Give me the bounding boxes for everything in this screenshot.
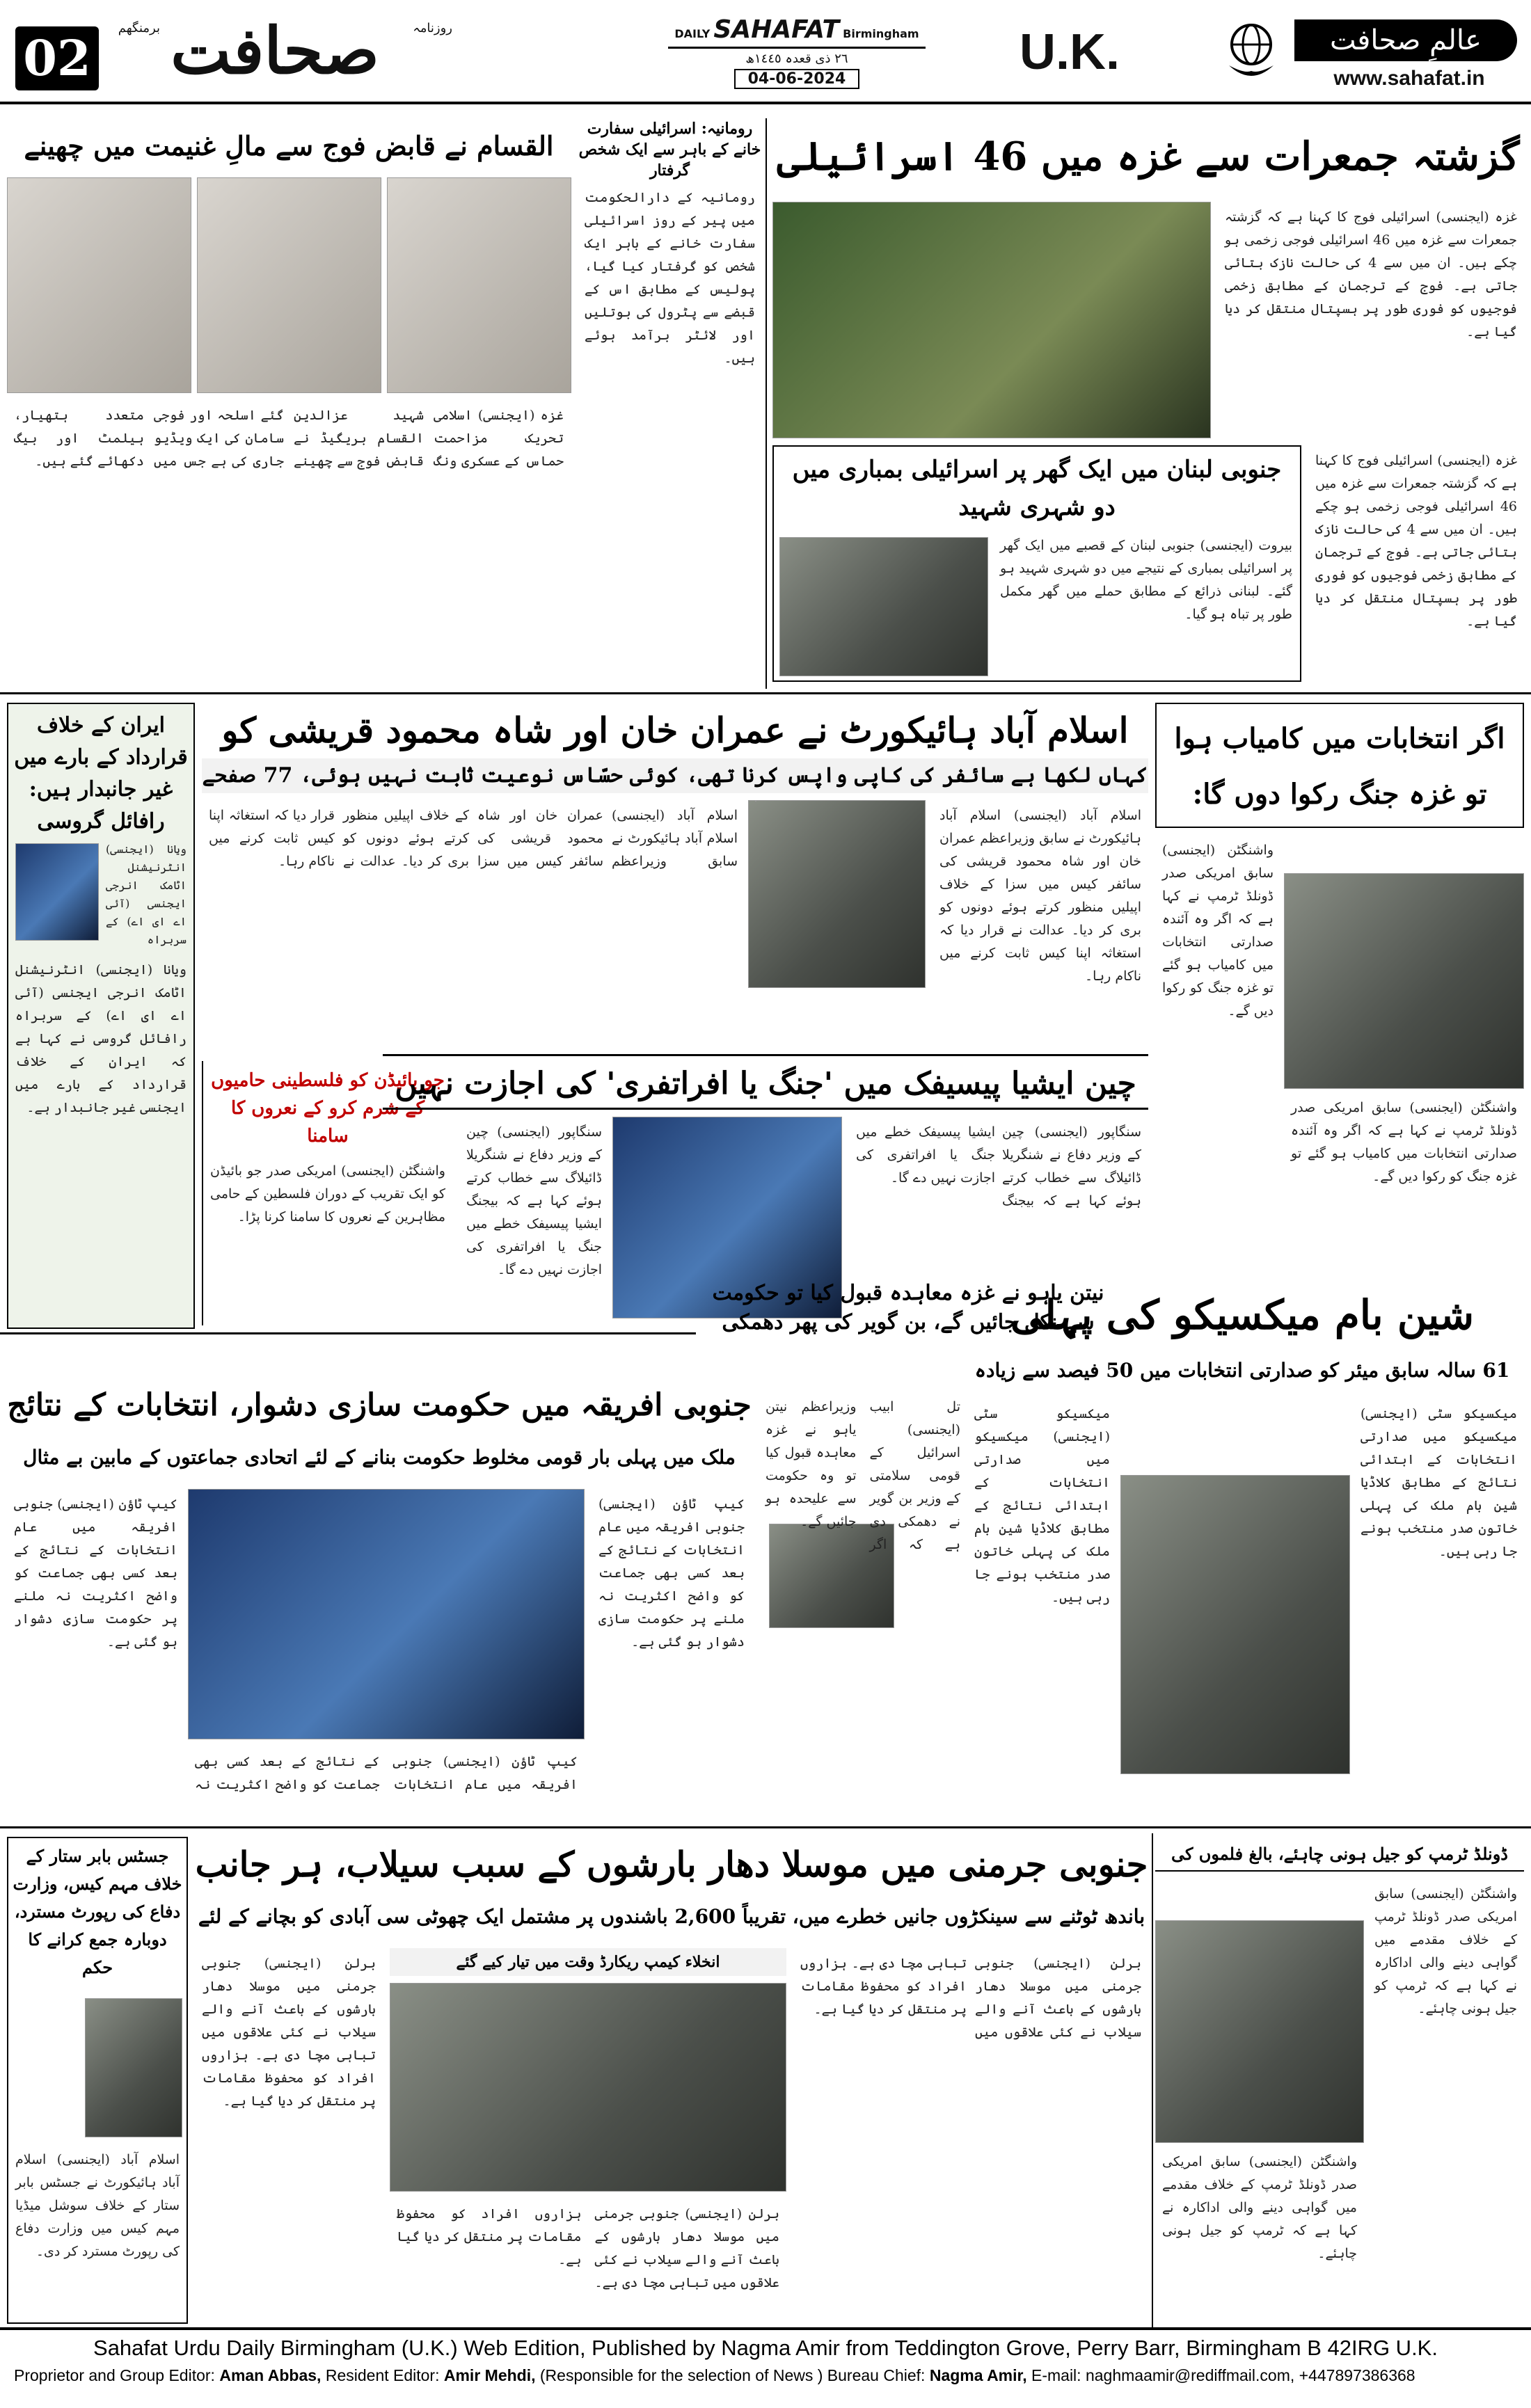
germany-body-left: برلن (ایجنسی) جنوبی جرمنی میں موسلا دھار بارشوں کے باعث آنے والے سیلاب نے کئی علاقوں میں تباہی مچا دی ہے۔ ہزاروں افراد کو محفوظ مقامات پر منتقل کر دیا گیا ہے۔: [202, 1956, 376, 2109]
footer-label: Proprietor and Group Editor:: [14, 2366, 215, 2384]
trump-gaza-headline: اگر انتخابات میں کامیاب ہوا تو غزہ جنگ رکوا دوں گا:: [1174, 722, 1505, 811]
section-rule-2: [0, 1332, 696, 1334]
footer-name: Nagma Amir,: [929, 2366, 1027, 2384]
qureshi-photo: [755, 800, 756, 802]
south-africa-body-left: کیپ ٹاؤن (ایجنسی) جنوبی افریقہ میں عام انتخابات کے نتائج کے بعد کسی بھی جماعت کو واضح اکثریت نہ ملنے پر حکومت سازی دشوار ہو گئی ہے۔: [14, 1497, 177, 1650]
south-africa-body-bottom: کیپ ٹاؤن (ایجنسی) جنوبی افریقہ میں عام انتخابات کے نتائج کے بعد کسی بھی جماعت کو واضح اکثریت نہ: [195, 1754, 578, 1792]
city-urdu: برمنگھم: [118, 21, 160, 35]
footer-name: Aman Abbas,: [219, 2366, 322, 2384]
trump-photo: [1284, 873, 1524, 1089]
column-divider: [1152, 1833, 1153, 2327]
germany-headline: جنوبی جرمنی میں موسلا دھار بارشوں کے سبب سیلاب، ہر جانب: [195, 1844, 1148, 1885]
brand-city: Birmingham: [843, 27, 919, 40]
netanyahu-headline: نیتن یاہو نے غزہ معاہدہ قبول کیا تو حکومت سے نکل جائیں گے، بن گویر کی پھر دھمکی: [712, 1281, 1104, 1334]
iran-body: ویانا (ایجنسی) انٹرنیشنل اٹامک انرجی ایجنسی (آئی اے ای اے) کے سربراہ: [106, 843, 187, 946]
south-africa-headline: جنوبی افریقہ میں حکومت سازی دشوار، انتخابات کے نتائج: [7, 1387, 752, 1423]
lebanon-photo: [779, 537, 988, 676]
south-africa-subhead: ملک میں پہلی بار قومی مخلوط حکومت بنانے کے لئے اتحادی جماعتوں کے مابین بے مثال: [23, 1446, 736, 1469]
trump-gaza-box: [1155, 703, 1524, 828]
biden-body: واشنگٹن (ایجنسی) امریکی صدر جو بائیڈن کو ایک تقریب کے دوران فلسطین کے حامی مظاہرین کے نعروں کا سامنا کرنا پڑا۔: [210, 1163, 445, 1225]
china-body: سنگاپور (ایجنسی) چین کے وزیر دفاع نے شنگریلا ڈائیلاگ سے خطاب کرتے ہوئے کہا ہے کہ بیجنگ ایشیا پیسیفک خطے میں جنگ یا افراتفری کی اجازت نہیں دے گا۔: [856, 1124, 1141, 1209]
website: www.sahafat.in: [1333, 67, 1485, 90]
footer-name: Amir Mehdi,: [443, 2366, 536, 2384]
romania-headline: رومانیہ: اسرائیلی سفارت خانے کے باہر سے ایک شخص گرفتار: [578, 120, 761, 180]
footer-label: (Responsible for the selection of News ) Bureau Chief:: [539, 2366, 926, 2384]
trump-gaza-body-cont: واشنگٹن (ایجنسی) سابق امریکی صدر ڈونلڈ ٹرمپ نے کہا ہے کہ اگر وہ آئندہ صدارتی انتخابات میں کامیاب ہو گئے تو غزہ جنگ کو رکوا دیں گے۔: [1291, 1100, 1517, 1184]
justice-babar-body: اسلام آباد (ایجنسی) اسلام آباد ہائیکورٹ نے جسٹس بابر ستار کے خلاف سوشل میڈیا مہم کیس میں وزارت دفاع کی رپورٹ مسترد کر دی۔: [15, 2152, 180, 2259]
imran-subhead: کہاں لکھا ہے سائفر کی کاپی واپس کرنا تھی، کوئی حسّاس نوعیت ثابت نہیں ہوئی، 77 صفحے: [202, 758, 1148, 793]
page-number: 02: [23, 29, 91, 87]
footer-email-label: E-mail:: [1031, 2366, 1081, 2384]
gaza-soldiers-body-cont: غزہ (ایجنسی) اسرائیلی فوج کا کہنا ہے کہ گزشتہ جمعرات سے غزہ میں 46 اسرائیلی فوجی زخمی ہو چکے ہیں۔ ان میں سے 4 کی حالت نازک بتائی جاتی ہے۔ فوج کے ترجمان کے مطابق زخمی فوجیوں کو فوری طور پر ہسپتال منتقل کر دیا گیا ہے۔: [1315, 453, 1518, 629]
edition-label: U.K.: [1020, 24, 1120, 80]
biden-headline: جو بائیڈن کو فلسطینی حامیوں کے شرم کرو کے نعروں کا سامنا: [211, 1070, 445, 1147]
netanyahu-body: تل ابیب (ایجنسی) اسرائیل کے قومی سلامتی کے وزیر بن گویر نے دھمکی دی ہے کہ اگر وزیراعظم نیتن یاہو نے غزہ معاہدہ قبول کیا تو وہ حکومت سے علیحدہ ہو جائیں گے۔: [766, 1399, 960, 1552]
qassam-photo-1: [7, 177, 191, 393]
germany-inset-headline: انخلاء کیمپ ریکارڈ وقت میں تیار کیے گئے: [390, 1948, 786, 1976]
iran-body-cont: ویانا (ایجنسی) انٹرنیشنل اٹامک انرجی ایجنسی (آئی اے ای اے) کے سربراہ رافائل گروسی نے کہا ہے کہ ایران کے خلاف قرارداد کے بارے میں ایجنسی غیر جانبدار ہے۔: [15, 962, 187, 1115]
qassam-headline: القسام نے قابض فوج سے مالِ غنیمت میں چھینے: [24, 130, 554, 161]
justice-babar-headline: جسٹس بابر ستار کے خلاف مہم کیس، وزارت دفاع کی رپورٹ مسترد، دوبارہ جمع کرانے کا حکم: [13, 1846, 182, 1977]
iran-headline: ایران کے خلاف قرارداد کے بارے میں غیر جانبدار ہیں: رافائل گروسی: [14, 713, 188, 834]
china-headline: چین ایشیا پیسیفک میں 'جنگ یا افراتفری' کی اجازت نہیں: [383, 1054, 1148, 1110]
lebanon-headline: جنوبی لبنان میں ایک گھر پر اسرائیلی بمباری میں دو شہری شہید: [792, 456, 1282, 521]
brand-name: SAHAFAT: [713, 15, 840, 44]
germany-subhead: باندھ ٹوٹنے سے سینکڑوں جانیں خطرے میں، تقریباً 2,600 باشندوں پر مشتمل ایک چھوٹی سی آبادی کو بچانے کے لئے: [198, 1905, 1145, 1928]
footer-publisher-line: Sahafat Urdu Daily Birmingham (U.K.) Web Edition, Published by Nagma Amir from Teddington Grove, Perry Barr, Birmingham B 42IRG U.K.: [93, 2336, 1438, 2360]
mexico-subhead: 61 سالہ سابق میئر کو صدارتی انتخابات میں 50 فیصد سے زیادہ: [974, 1359, 1510, 1382]
imran-photo: [748, 800, 926, 988]
romania-body: رومانیہ کے دارالحکومت میں پیر کے روز اسرائیلی سفارت خانے کے باہر ایک شخص کو گرفتار کیا گیا، پولیس کے مطابق اس کے قبضے سے پٹرول کی بوتلیں اور لائٹر برآمد ہوئے ہیں۔: [585, 190, 755, 366]
issue-date: 04-06-2024: [734, 69, 860, 89]
footer-email[interactable]: naghmaamir@rediffmail.com,: [1085, 2366, 1295, 2384]
section-rule-3: [0, 1826, 1531, 1828]
paper-prefix: روزنامہ: [413, 21, 452, 35]
masthead: [0, 0, 1531, 104]
qassam-photo-2: [197, 177, 381, 393]
footer-label: Resident Editor:: [325, 2366, 440, 2384]
germany-body-bottom: برلن (ایجنسی) جنوبی جرمنی میں موسلا دھار بارشوں کے باعث آنے والے سیلاب نے کئی علاقوں میں تباہی مچا دی ہے۔ ہزاروں افراد کو محفوظ مقامات پر منتقل کر دیا گیا ہے۔: [397, 2206, 779, 2290]
china-body-left: سنگاپور (ایجنسی) چین کے وزیر دفاع نے شنگریلا ڈائیلاگ سے خطاب کرتے ہوئے کہا ہے کہ بیجنگ ایشیا پیسیفک خطے میں جنگ یا افراتفری کی اجازت نہیں دے گا۔: [466, 1124, 602, 1277]
south-africa-photo: [188, 1489, 585, 1739]
page-number-box: [15, 26, 99, 90]
justice-babar-box: [7, 1837, 188, 2324]
group-logo: [1197, 14, 1524, 97]
imran-body: اسلام آباد (ایجنسی) اسلام آباد ہائیکورٹ نے سابق وزیراعظم عمران خان اور شاہ محمود قریشی کی سائفر کیس میں سزا کے خلاف اپیلیں منظور کرتے ہوئے دونوں کو بری کر دیا۔ عدالت نے قرار دیا کہ استغاثہ اپنا کیس ثابت کرنے میں ناکام رہا۔: [209, 808, 738, 869]
sheinbaum-photo: [1120, 1475, 1350, 1774]
daily-label: DAILY: [674, 27, 711, 40]
footer-credits-line: [14, 2366, 1517, 2385]
gaza-soldiers-body: غزہ (ایجنسی) اسرائیلی فوج کا کہنا ہے کہ گزشتہ جمعرات سے غزہ میں 46 اسرائیلی فوجی زخمی ہو چکے ہیں۔ ان میں سے 4 کی حالت نازک بتائی جاتی ہے۔ فوج کے ترجمان کے مطابق زخمی فوجیوں کو فوری طور پر ہسپتال منتقل کر دیا گیا ہے۔: [1225, 209, 1517, 340]
footer: [0, 2327, 1531, 2408]
germany-body: برلن (ایجنسی) جنوبی جرمنی میں موسلا دھار بارشوں کے باعث آنے والے سیلاب نے کئی علاقوں میں تباہی مچا دی ہے۔ ہزاروں افراد کو محفوظ مقامات پر منتقل کر دیا گیا ہے۔: [800, 1956, 1141, 2040]
qassam-photo-3: [387, 177, 571, 393]
trump-jail-body-bottom: واشنگٹن (ایجنسی) سابق امریکی صدر ڈونلڈ ٹرمپ کے خلاف مقدمے میں گواہی دینے والی اداکارہ نے کہا ہے کہ ٹرمپ کو جیل ہونی چاہئے۔: [1162, 2154, 1357, 2261]
gaza-soldiers-headline: گزشتہ جمعرات سے غزہ میں 46 اسرائیلی: [777, 134, 1520, 180]
section-rule: [0, 692, 1531, 694]
center-brand: [668, 15, 926, 92]
mexico-body: میکسیکو سٹی (ایجنسی) میکسیکو میں صدارتی انتخابات کے ابتدائی نتائج کے مطابق کلاڈیا شین بام ملک کی پہلی خاتون صدر منتخب ہونے جا رہی ہیں۔: [974, 1406, 1110, 1605]
mexico-body-right: میکسیکو سٹی (ایجنسی) میکسیکو میں صدارتی انتخابات کے ابتدائی نتائج کے مطابق کلاڈیا شین بام ملک کی پہلی خاتون صدر منتخب ہونے جا رہی ہیں۔: [1361, 1406, 1517, 1559]
hijri-date: ٢٦ ذی قعدہ ١٤٤٥ھ: [745, 51, 848, 66]
iaea-photo: [15, 843, 99, 941]
imran-body-right: اسلام آباد (ایجنسی) اسلام آباد ہائیکورٹ نے سابق وزیراعظم عمران خان اور شاہ محمود قریشی کی سائفر کیس میں سزا کے خلاف اپیلیں منظور کرتے ہوئے دونوں کو بری کر دیا۔ عدالت نے قرار دیا کہ استغاثہ اپنا کیس ثابت کرنے میں ناکام رہا۔: [939, 808, 1141, 984]
brand-line: [668, 15, 926, 49]
lebanon-body: بیروت (ایجنسی) جنوبی لبنان کے قصبے میں ایک گھر پر اسرائیلی بمباری کے نتیجے میں دو شہری شہید ہو گئے۔ لبنانی ذرائع کے مطابق حملے میں گھر مکمل طور پر تباہ ہو گیا۔: [1000, 538, 1292, 622]
justice-babar-photo: [85, 1998, 182, 2137]
south-africa-body: کیپ ٹاؤن (ایجنسی) جنوبی افریقہ میں عام انتخابات کے نتائج کے بعد کسی بھی جماعت کو واضح اکثریت نہ ملنے پر حکومت سازی دشوار ہو گئی ہے۔: [598, 1497, 745, 1650]
group-name-banner: [1294, 19, 1517, 61]
iran-box: [7, 703, 195, 1329]
footer-phone: +447897386368: [1299, 2366, 1415, 2384]
imran-headline: اسلام آباد ہائیکورٹ نے عمران خان اور شاہ محمود قریشی کو: [221, 710, 1129, 751]
qassam-body: غزہ (ایجنسی) اسلامی تحریک مزاحمت حماس کے عسکری ونگ شہید عزالدین القسام بریگیڈ نے قابض فوج سے چھینے گئے اسلحہ اور فوجی سامان کی ایک ویڈیو جاری کی ہے جس میں متعدد ہتھیار، ہیلمٹ اور بیگ دکھائے گئے ہیں۔: [14, 408, 564, 469]
paper-name-urdu: صحافت: [170, 13, 379, 88]
mexico-headline: شین بام میکسیکو کی پہلی: [1010, 1291, 1475, 1339]
group-name: عالمِ صحافت: [1330, 24, 1482, 56]
trump-jail-headline: ڈونلڈ ٹرمپ کو جیل ہونی چاہئے، بالغ فلموں کی: [1155, 1837, 1524, 1872]
germany-flood-photo: [390, 1983, 786, 2192]
globe-icon: [1216, 17, 1286, 86]
trump-jail-body: واشنگٹن (ایجنسی) سابق امریکی صدر ڈونلڈ ٹرمپ کے خلاف مقدمے میں گواہی دینے والی اداکارہ نے کہا ہے کہ ٹرمپ کو جیل ہونی چاہئے۔: [1374, 1886, 1517, 2016]
column-divider: [766, 118, 767, 689]
lebanon-box: [772, 445, 1301, 682]
trump-gaza-body: واشنگٹن (ایجنسی) سابق امریکی صدر ڈونلڈ ٹرمپ نے کہا ہے کہ اگر وہ آئندہ صدارتی انتخابات میں کامیاب ہو گئے تو غزہ جنگ کو رکوا دیں گے۔: [1162, 843, 1274, 1019]
actress-photo: [1155, 1920, 1364, 2143]
gaza-soldiers-photo: [772, 202, 1211, 438]
